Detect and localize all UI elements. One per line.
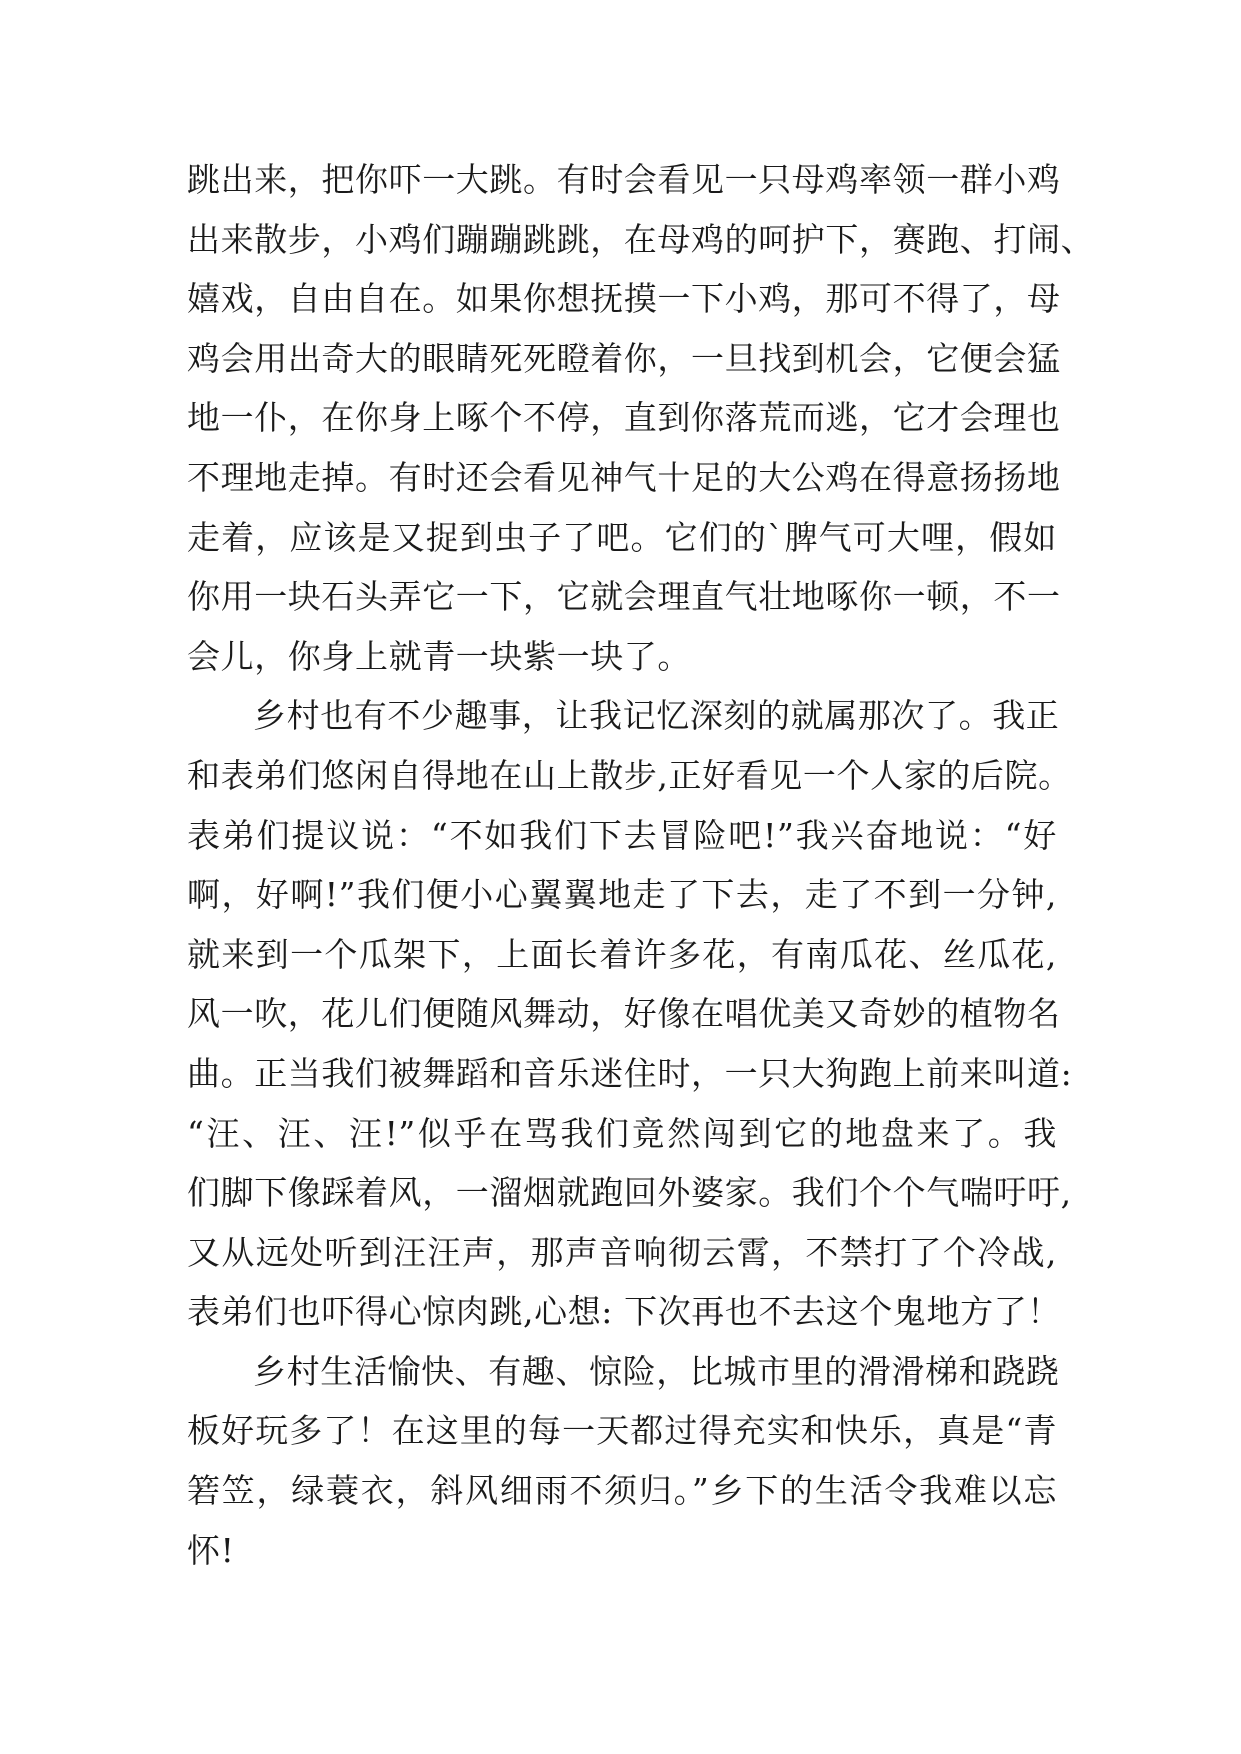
text-line: 们脚下像踩着风，一溜烟就跑回外婆家。我们个个气喘吁吁,: [187, 1173, 1072, 1213]
text-line: 鸡会用出奇大的眼睛死死瞪着你，一旦找到机会，它便会猛: [187, 338, 1061, 378]
text-line: 曲。正当我们被舞蹈和音乐迷住时，一只大狗跑上前来叫道:: [187, 1053, 1073, 1093]
text-line: 表弟们提议说：“不如我们下去冒险吧!”我兴奋地说：“好: [187, 815, 1057, 855]
text-line: 你用一块石头弄它一下，它就会理直气壮地啄你一顿，不一: [187, 577, 1061, 617]
paragraph-start-line: 乡村生活愉快、有趣、惊险，比城市里的滑滑梯和跷跷: [253, 1351, 1060, 1391]
text-line: “汪、汪、汪!”似乎在骂我们竟然闯到它的地盘来了。我: [187, 1113, 1057, 1153]
paragraph-start-line: 乡村也有不少趣事，让我记忆深刻的就属那次了。我正: [253, 696, 1060, 736]
text-line: 地一仆，在你身上啄个不停，直到你落荒而逃，它才会理也: [187, 398, 1061, 438]
text-line: 箬笠，绿蓑衣，斜风细雨不须归。”乡下的生活令我难以忘: [187, 1471, 1057, 1511]
text-line: 跳出来，把你吓一大跳。有时会看见一只母鸡率领一群小鸡: [187, 160, 1061, 199]
text-line: 走着，应该是又捉到虫子了吧。它们的`脾气可大哩，假如: [187, 517, 1057, 557]
text-line: 就来到一个瓜架下，上面长着许多花，有南瓜花、丝瓜花,: [187, 934, 1057, 974]
body-text: [187, 150, 1095, 1580]
text-line: 又从远处听到汪汪声，那声音响彻云霄，不禁打了个冷战,: [187, 1232, 1057, 1272]
text-line: 啊，好啊!”我们便小心翼翼地走了下去，走了不到一分钟,: [187, 875, 1057, 915]
text-line: 会儿，你身上就青一块紫一块了。: [187, 636, 691, 676]
text-line: 和表弟们悠闲自得地在山上散步,正好看见一个人家的后院。: [187, 755, 1072, 795]
text-line: 风一吹，花儿们便随风舞动，好像在唱优美又奇妙的植物名: [187, 994, 1061, 1034]
text-line: 不理地走掉。有时还会看见神气十足的大公鸡在得意扬扬地: [187, 457, 1061, 497]
text-line: 板好玩多了！在这里的每一天都过得充实和快乐，真是“青: [187, 1411, 1057, 1451]
text-line: 出来散步，小鸡们蹦蹦跳跳，在母鸡的呵护下，赛跑、打闹、: [187, 219, 1095, 259]
text-line: 怀!: [187, 1530, 235, 1570]
text-line: 表弟们也吓得心惊肉跳,心想: 下次再也不去这个鬼地方了！: [187, 1292, 1061, 1332]
text-line: 嬉戏，自由自在。如果你想抚摸一下小鸡，那可不得了，母: [187, 279, 1061, 319]
